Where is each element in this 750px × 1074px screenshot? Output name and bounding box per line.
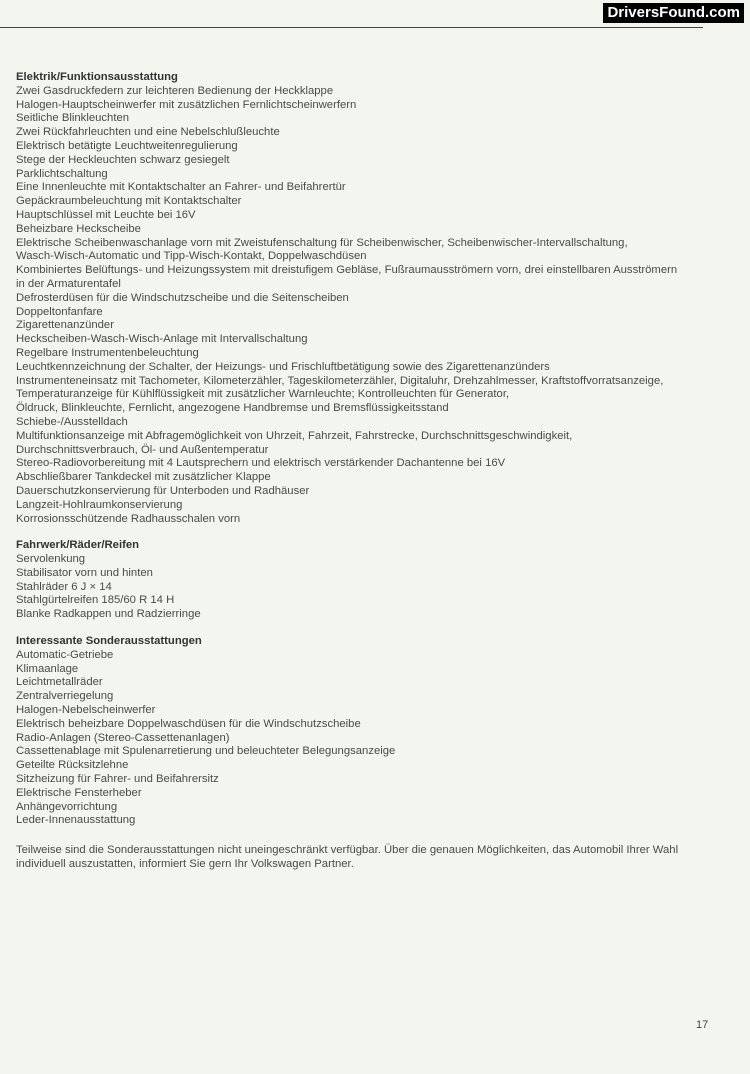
feature-item: Langzeit-Hohlraumkonservierung [16, 498, 183, 511]
feature-item: Halogen-Nebelscheinwerfer [16, 704, 156, 717]
feature-item: Durchschnittsverbrauch, Öl- und Außentemperatur [16, 443, 269, 456]
feature-item: Eine Innenleuchte mit Kontaktschalter an Fahrer- und Beifahrertür [16, 181, 346, 194]
section-elektrik [16, 71, 716, 526]
feature-item: Anhängevorrichtung [16, 800, 118, 813]
feature-item: Schiebe-/Ausstelldach [16, 415, 128, 428]
feature-item: Defrosterdüsen für die Windschutzscheibe und die Seitenscheiben [16, 291, 349, 304]
section-title: Fahrwerk/Räder/Reifen [16, 539, 140, 552]
feature-item: Instrumenteneinsatz mit Tachometer, Kilometerzähler, Tageskilometerzähler, Digitaluhr, Drehzahlmesser, Kraftstoffvorratsanzeige, [16, 374, 664, 387]
feature-item: Multifunktionsanzeige mit Abfragemöglichkeit von Uhrzeit, Fahrzeit, Fahrstrecke, Durchschnittsgeschwindigkeit, [16, 429, 573, 442]
feature-item: Cassettenablage mit Spulenarretierung und beleuchteter Belegungsanzeige [16, 745, 396, 758]
feature-item: Hauptschlüssel mit Leuchte bei 16V [16, 208, 196, 221]
top-rule [0, 27, 703, 28]
note-line: individuell auszustatten, informiert Sie gern Ihr Volkswagen Partner. [16, 858, 354, 871]
feature-item: Korrosionsschützende Radhausschalen vorn [16, 512, 241, 525]
section-fahrwerk [16, 539, 716, 622]
feature-item: Elektrisch betätigte Leuchtweitenregulierung [16, 139, 238, 152]
feature-item: Dauerschutzkonservierung für Unterboden und Radhäuser [16, 484, 310, 497]
feature-item: Stege der Heckleuchten schwarz gesiegelt [16, 153, 230, 166]
feature-item: Gepäckraumbeleuchtung mit Kontaktschalter [16, 195, 242, 208]
feature-item: Zentralverriegelung [16, 690, 114, 703]
watermark: DriversFound.com [603, 3, 744, 23]
feature-item: Wasch-Wisch-Automatic und Tipp-Wisch-Kontakt, Doppelwaschdüsen [16, 250, 367, 263]
feature-item: Automatic-Getriebe [16, 648, 114, 661]
feature-list [16, 553, 716, 622]
feature-item: Klimaanlage [16, 662, 79, 675]
feature-item: Elektrische Scheibenwaschanlage vorn mit Zweistufenschaltung für Scheibenwischer, Scheibenwischer-Intervallschaltung, [16, 236, 628, 249]
feature-list [16, 649, 716, 828]
feature-item: Leuchtkennzeichnung der Schalter, der Heizungs- und Frischluftbetätigung sowie des Zigarettenanzünders [16, 360, 550, 373]
feature-item: Seitliche Blinkleuchten [16, 112, 130, 125]
feature-item: Blanke Radkappen und Radzierringe [16, 608, 201, 621]
feature-item: Stahlräder 6 J × 14 [16, 580, 112, 593]
feature-item: Geteilte Rücksitzlehne [16, 759, 129, 772]
page-content [16, 71, 716, 872]
feature-item: Servolenkung [16, 553, 86, 566]
feature-list [16, 85, 716, 527]
feature-item: Kombiniertes Belüftungs- und Heizungssystem mit dreistufigem Gebläse, Fußraumausströmern vorn, drei einstellbaren Ausströmern [16, 264, 678, 277]
page-number: 17 [696, 1019, 709, 1031]
feature-item: Zwei Gasdruckfedern zur leichteren Bedienung der Heckklappe [16, 84, 334, 97]
feature-item: Leichtmetallräder [16, 676, 103, 689]
feature-item: Elektrische Fensterheber [16, 786, 142, 799]
section-sonderausstattungen [16, 635, 716, 828]
feature-item: in der Armaturentafel [16, 277, 121, 290]
feature-item: Elektrisch beheizbare Doppelwaschdüsen für die Windschutzscheibe [16, 717, 361, 730]
feature-item: Stereo-Radiovorbereitung mit 4 Lautsprechern und elektrisch verstärkender Dachantenne bei 16V [16, 457, 506, 470]
feature-item: Öldruck, Blinkleuchte, Fernlicht, angezogene Handbremse und Bremsflüssigkeitsstand [16, 402, 449, 415]
feature-item: Beheizbare Heckscheibe [16, 222, 141, 235]
feature-item: Radio-Anlagen (Stereo-Cassettenanlagen) [16, 731, 230, 744]
section-title: Interessante Sonderausstattungen [16, 635, 202, 648]
feature-item: Parklichtschaltung [16, 167, 108, 180]
note-line: Teilweise sind die Sonderausstattungen nicht uneingeschränkt verfügbar. Über die genauen Möglichkeiten, das Automobil Ihrer Wahl [16, 844, 679, 857]
feature-item: Sitzheizung für Fahrer- und Beifahrersitz [16, 773, 219, 786]
feature-item: Stabilisator vorn und hinten [16, 566, 153, 579]
feature-item: Halogen-Hauptscheinwerfer mit zusätzlichen Fernlichtscheinwerfern [16, 98, 357, 111]
feature-item: Doppeltonfanfare [16, 305, 103, 318]
section-title: Elektrik/Funktionsausstattung [16, 71, 178, 83]
feature-item: Abschließbarer Tankdeckel mit zusätzlicher Klappe [16, 471, 271, 484]
feature-item: Leder-Innenausstattung [16, 814, 136, 827]
feature-item: Stahlgürtelreifen 185/60 R 14 H [16, 594, 175, 607]
feature-item: Heckscheiben-Wasch-Wisch-Anlage mit Intervallschaltung [16, 333, 308, 346]
feature-item: Zigarettenanzünder [16, 319, 114, 332]
feature-item: Zwei Rückfahrleuchten und eine Nebelschlußleuchte [16, 126, 280, 139]
availability-note [16, 844, 716, 872]
feature-item: Regelbare Instrumentenbeleuchtung [16, 346, 199, 359]
feature-item: Temperaturanzeige für Kühlflüssigkeit mit zusätzlicher Warnleuchte; Kontrolleuchten für Generator, [16, 388, 510, 401]
